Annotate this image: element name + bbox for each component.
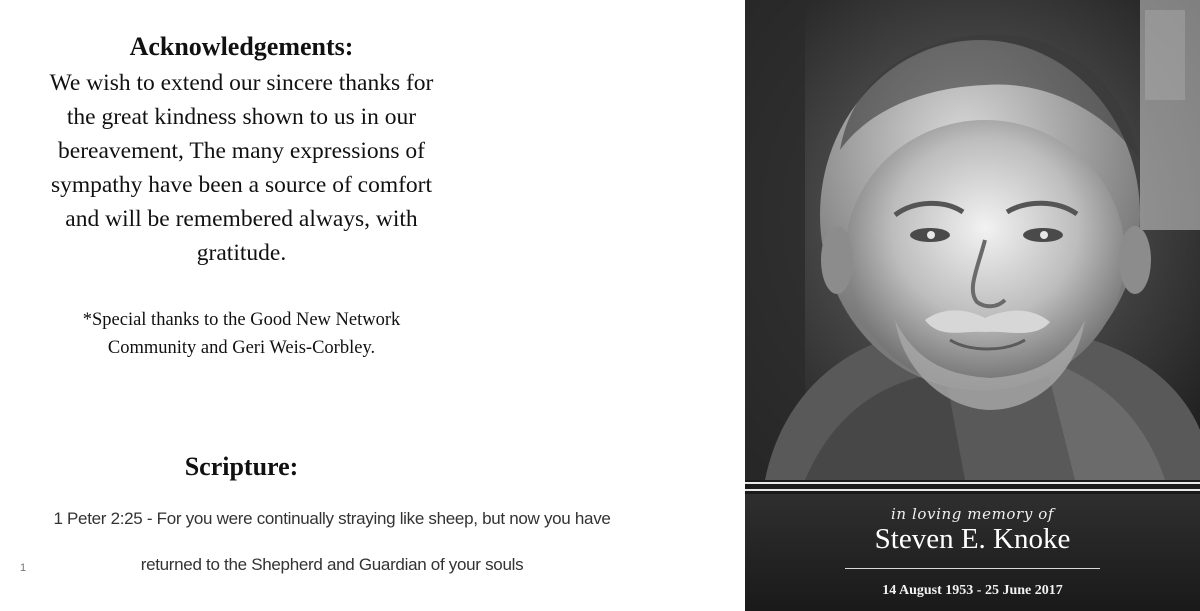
scripture-verse-line: 1 Peter 2:25 - For you were continually straying like sheep, but now you have	[53, 509, 611, 528]
memorial-card	[745, 0, 1200, 611]
acknowledgements-body	[0, 66, 483, 270]
ack-line: bereavement, The many expressions of	[58, 138, 425, 164]
divider-line	[745, 482, 1200, 484]
special-thanks-line: *Special thanks to the Good New Network	[82, 310, 401, 330]
page-number: 1	[20, 562, 27, 574]
ack-line: sympathy have been a source of comfort	[50, 172, 433, 198]
ack-line: the great kindness shown to us in our	[66, 104, 417, 130]
special-thanks-line: Community and Geri Weis-Corbley.	[107, 338, 376, 358]
special-thanks	[0, 306, 483, 362]
portrait-photo	[745, 0, 1200, 480]
divider-lines	[745, 480, 1200, 494]
scripture-heading: Scripture:	[184, 452, 299, 481]
ack-line: We wish to extend our sincere thanks for	[49, 70, 434, 96]
acknowledgements-heading: Acknowledgements:	[129, 32, 354, 61]
deceased-name: Steven E. Knoke	[874, 523, 1071, 555]
life-dates: 14 August 1953 - 25 June 2017	[882, 583, 1063, 598]
ack-line: gratitude.	[196, 240, 287, 266]
divider-line	[745, 489, 1200, 491]
ack-line: and will be remembered always, with	[65, 206, 418, 232]
scripture-verse-line: returned to the Shepherd and Guardian of your souls	[140, 555, 524, 574]
name-underline	[845, 568, 1100, 569]
in-loving-memory-text: in loving memory of	[890, 505, 1055, 523]
